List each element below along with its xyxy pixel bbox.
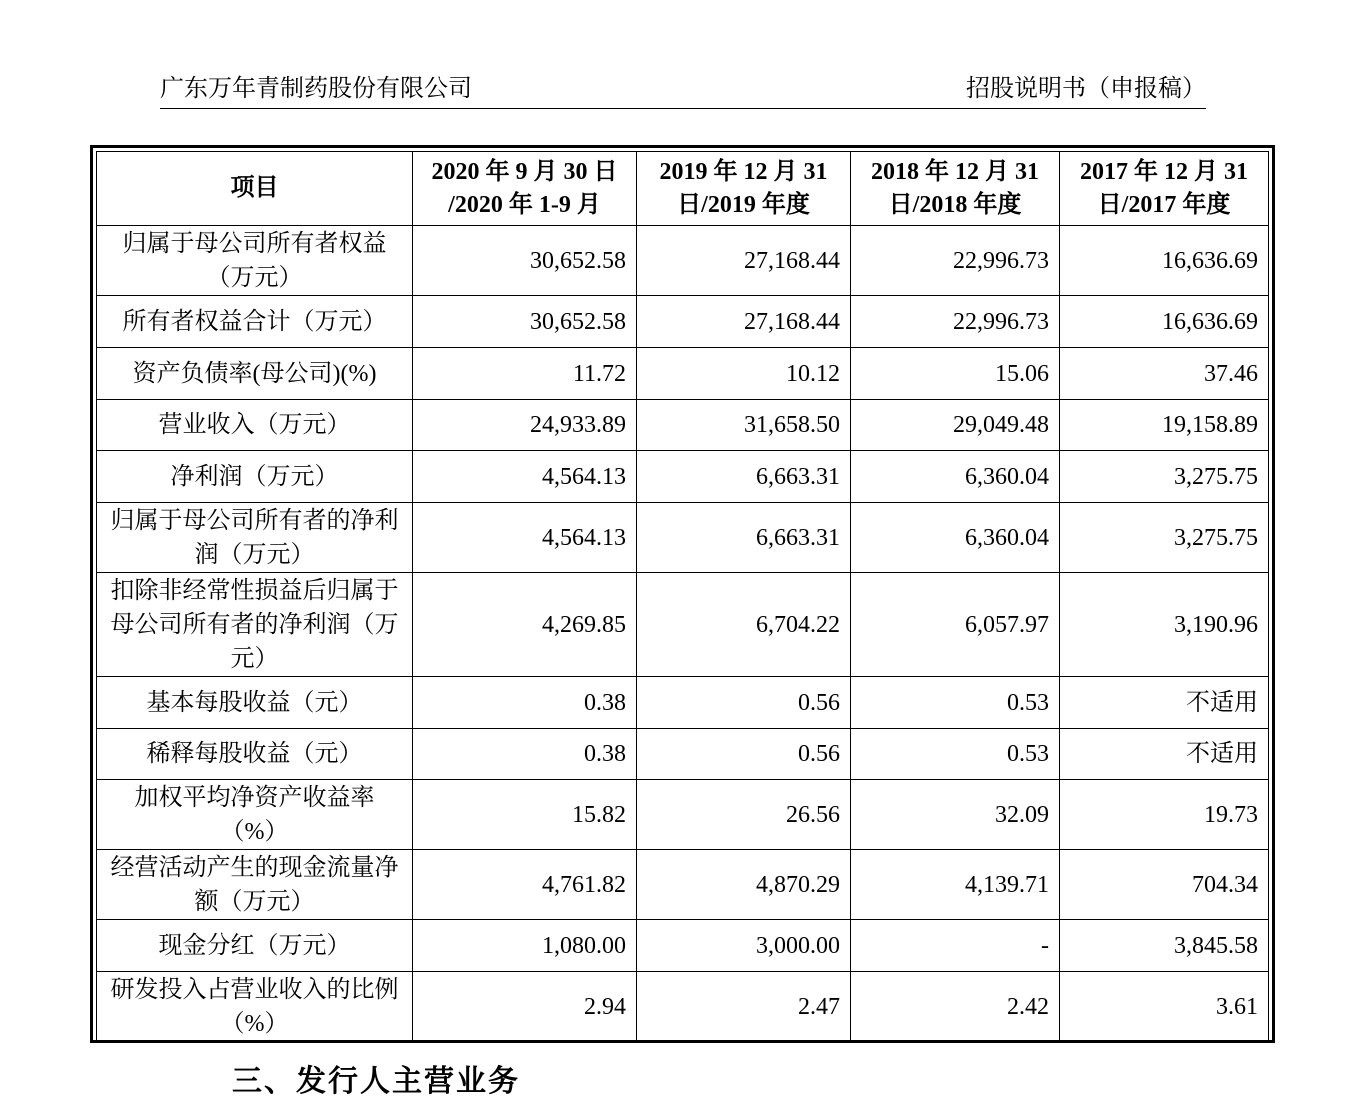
row-label: 加权平均净资产收益率（%） bbox=[97, 780, 413, 850]
cell-value: 4,564.13 bbox=[413, 503, 637, 573]
cell-value: 22,996.73 bbox=[851, 296, 1060, 348]
cell-value: 0.38 bbox=[413, 729, 637, 780]
column-header: 2018 年 12 月 31 日/2018 年度 bbox=[851, 152, 1060, 226]
document-type: 招股说明书（申报稿） bbox=[966, 76, 1206, 102]
cell-value: 30,652.58 bbox=[413, 296, 637, 348]
cell-value: 0.56 bbox=[637, 677, 851, 729]
cell-value: 16,636.69 bbox=[1060, 226, 1269, 296]
cell-value: 6,057.97 bbox=[851, 573, 1060, 677]
cell-value: 4,269.85 bbox=[413, 573, 637, 677]
cell-value: 27,168.44 bbox=[637, 296, 851, 348]
cell-value: 0.53 bbox=[851, 729, 1060, 780]
column-header: 2020 年 9 月 30 日 /2020 年 1-9 月 bbox=[413, 152, 637, 226]
cell-value: 不适用 bbox=[1060, 677, 1269, 729]
row-label: 研发投入占营业收入的比例（%） bbox=[97, 972, 413, 1042]
row-label: 所有者权益合计（万元） bbox=[97, 296, 413, 348]
cell-value: 32.09 bbox=[851, 780, 1060, 850]
cell-value: 27,168.44 bbox=[637, 226, 851, 296]
cell-value: 15.82 bbox=[413, 780, 637, 850]
cell-value: 0.53 bbox=[851, 677, 1060, 729]
cell-value: 2.42 bbox=[851, 972, 1060, 1042]
cell-value: 16,636.69 bbox=[1060, 296, 1269, 348]
cell-value: 29,049.48 bbox=[851, 400, 1060, 451]
table-row bbox=[97, 972, 1269, 1042]
cell-value: 3,000.00 bbox=[637, 920, 851, 972]
cell-value: 0.56 bbox=[637, 729, 851, 780]
column-header: 2017 年 12 月 31 日/2017 年度 bbox=[1060, 152, 1269, 226]
table-row bbox=[97, 400, 1269, 451]
cell-value: - bbox=[851, 920, 1060, 972]
table-row bbox=[97, 850, 1269, 920]
page-header bbox=[160, 74, 1206, 109]
row-label: 归属于母公司所有者权益（万元） bbox=[97, 226, 413, 296]
column-header: 2019 年 12 月 31 日/2019 年度 bbox=[637, 152, 851, 226]
row-label: 净利润（万元） bbox=[97, 451, 413, 503]
column-header: 项目 bbox=[97, 152, 413, 226]
table-row bbox=[97, 296, 1269, 348]
cell-value: 22,996.73 bbox=[851, 226, 1060, 296]
cell-value: 10.12 bbox=[637, 348, 851, 400]
cell-value: 不适用 bbox=[1060, 729, 1269, 780]
row-label: 营业收入（万元） bbox=[97, 400, 413, 451]
company-name: 广东万年青制药股份有限公司 bbox=[160, 76, 472, 102]
table-row bbox=[97, 451, 1269, 503]
cell-value: 6,360.04 bbox=[851, 503, 1060, 573]
cell-value: 6,663.31 bbox=[637, 503, 851, 573]
row-label: 稀释每股收益（元） bbox=[97, 729, 413, 780]
cell-value: 24,933.89 bbox=[413, 400, 637, 451]
table-row bbox=[97, 677, 1269, 729]
cell-value: 6,704.22 bbox=[637, 573, 851, 677]
cell-value: 37.46 bbox=[1060, 348, 1269, 400]
cell-value: 4,139.71 bbox=[851, 850, 1060, 920]
cell-value: 3,275.75 bbox=[1060, 503, 1269, 573]
cell-value: 704.34 bbox=[1060, 850, 1269, 920]
row-label: 归属于母公司所有者的净利润（万元） bbox=[97, 503, 413, 573]
cell-value: 1,080.00 bbox=[413, 920, 637, 972]
table-row bbox=[97, 226, 1269, 296]
table-row bbox=[97, 573, 1269, 677]
cell-value: 6,360.04 bbox=[851, 451, 1060, 503]
cell-value: 4,564.13 bbox=[413, 451, 637, 503]
table-header-row bbox=[97, 152, 1269, 226]
cell-value: 3,845.58 bbox=[1060, 920, 1269, 972]
cell-value: 15.06 bbox=[851, 348, 1060, 400]
cell-value: 3.61 bbox=[1060, 972, 1269, 1042]
financial-summary-table bbox=[96, 151, 1269, 1042]
cell-value: 2.47 bbox=[637, 972, 851, 1042]
cell-value: 11.72 bbox=[413, 348, 637, 400]
cell-value: 19,158.89 bbox=[1060, 400, 1269, 451]
financial-summary-table-frame bbox=[90, 145, 1275, 1043]
cell-value: 31,658.50 bbox=[637, 400, 851, 451]
cell-value: 2.94 bbox=[413, 972, 637, 1042]
next-section-heading: 三、发行人主营业务 bbox=[232, 1065, 520, 1098]
row-label: 基本每股收益（元） bbox=[97, 677, 413, 729]
cell-value: 4,870.29 bbox=[637, 850, 851, 920]
table-row bbox=[97, 348, 1269, 400]
cell-value: 26.56 bbox=[637, 780, 851, 850]
row-label: 现金分红（万元） bbox=[97, 920, 413, 972]
table-row bbox=[97, 503, 1269, 573]
row-label: 资产负债率(母公司)(%) bbox=[97, 348, 413, 400]
cell-value: 19.73 bbox=[1060, 780, 1269, 850]
cell-value: 30,652.58 bbox=[413, 226, 637, 296]
table-row bbox=[97, 729, 1269, 780]
cell-value: 3,275.75 bbox=[1060, 451, 1269, 503]
table-row bbox=[97, 780, 1269, 850]
row-label: 经营活动产生的现金流量净额（万元） bbox=[97, 850, 413, 920]
cell-value: 0.38 bbox=[413, 677, 637, 729]
cell-value: 6,663.31 bbox=[637, 451, 851, 503]
cell-value: 3,190.96 bbox=[1060, 573, 1269, 677]
table-row bbox=[97, 920, 1269, 972]
row-label: 扣除非经常性损益后归属于母公司所有者的净利润（万元） bbox=[97, 573, 413, 677]
cell-value: 4,761.82 bbox=[413, 850, 637, 920]
